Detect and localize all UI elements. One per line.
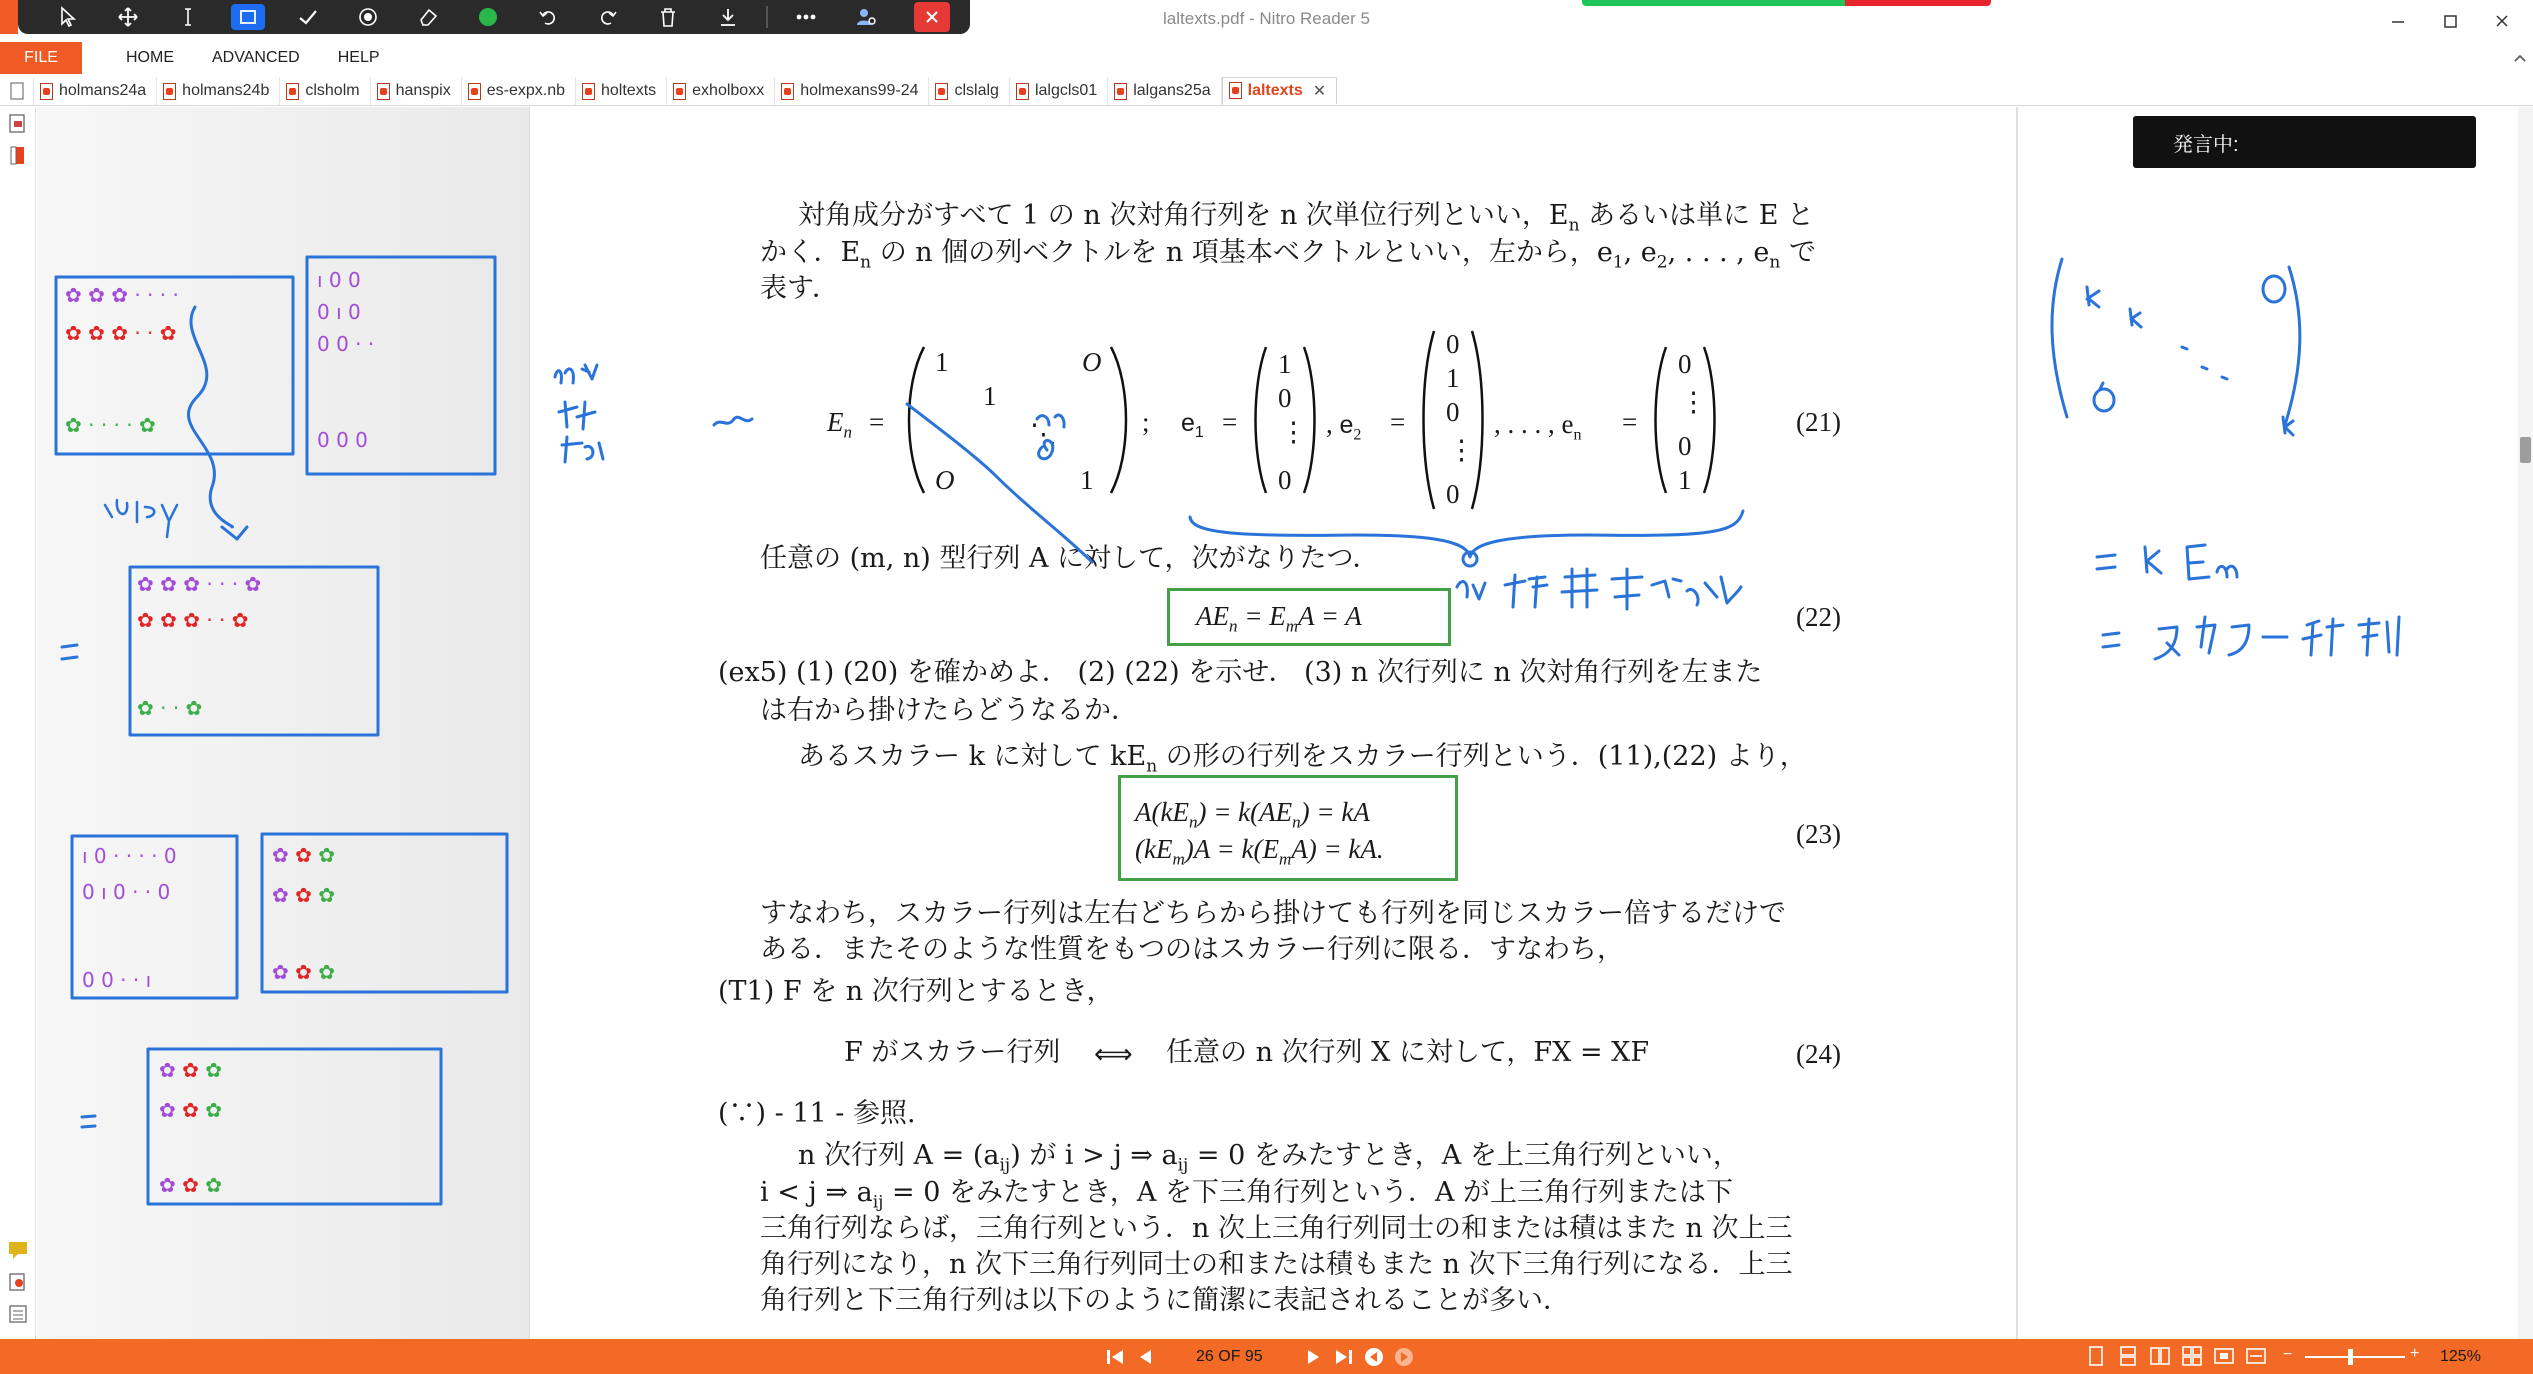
tab-holmans24a[interactable] (34, 77, 157, 105)
e2-entry: 1 (1446, 363, 1460, 393)
en-entry: 0 (1678, 431, 1692, 461)
first-page-icon (1105, 1348, 1125, 1366)
text: n 次行列 A = (a (798, 1140, 1000, 1171)
tab-label: holtexts (601, 82, 657, 99)
eraser-icon (417, 6, 439, 28)
tab-exholboxx[interactable] (667, 77, 775, 105)
matrix-right-paren (1105, 345, 1135, 495)
e2-label (1326, 409, 1361, 444)
text: , e (1623, 237, 1657, 268)
pdf-file-icon (1016, 83, 1029, 100)
pdf-file-icon (1229, 82, 1242, 99)
equation-number-24: (24) (1796, 1039, 1841, 1069)
svg-text:ı 0 0: ı 0 0 (317, 268, 361, 292)
text: = 0 をみたすとき，A を上三角行列といい， (1188, 1140, 1740, 1171)
subscript: n (1573, 426, 1582, 444)
text: ) = kA (1300, 797, 1370, 827)
paragraph-5-line-5: 角行列と下三角行列は以下のように簡潔に表記されることが多い． (760, 1285, 1570, 1316)
subscript: m (1172, 849, 1185, 869)
vector-left-paren (1650, 345, 1670, 495)
paragraph-3 (798, 743, 1807, 775)
svg-text:✿ · · · · ✿: ✿ · · · · ✿ (65, 413, 156, 437)
text: かく．E (760, 237, 861, 268)
svg-text:✿ ✿ ✿ · · ✿: ✿ ✿ ✿ · · ✿ (137, 608, 249, 632)
equation-number-21: (21) (1796, 407, 1841, 437)
paragraph-5-line-4: 角行列になり，n 次下三角行列同士の和または積もまた n 次下三角行列になる．上三 (760, 1249, 1793, 1280)
subscript: n (1229, 616, 1238, 636)
vector-left-paren (1250, 345, 1270, 495)
svg-text:✿ ✿ ✿ · · · ·: ✿ ✿ ✿ · · · · (65, 283, 179, 307)
subscript: n (860, 252, 872, 273)
minimize-button[interactable] (2370, 4, 2426, 38)
pdf-file-icon (377, 83, 390, 100)
eq24-right: 任意の n 次行列 X に対して，FX = XF (1166, 1037, 1650, 1068)
bookmarks-icon[interactable] (7, 145, 29, 167)
next-page-icon (1305, 1348, 1323, 1366)
matrix-left-paren (900, 345, 930, 495)
vector-right-paren (1700, 345, 1720, 495)
svg-text:✿ ✿ ✿ · · ✿: ✿ ✿ ✿ · · ✿ (65, 321, 177, 345)
last-page-icon (1334, 1348, 1354, 1366)
paragraph-1-line-2 (760, 239, 1816, 271)
chevron-up-icon (2513, 53, 2527, 63)
color-dot-icon (477, 6, 499, 28)
zoom-slider-knob[interactable] (2348, 1349, 2353, 1365)
pdf-file-icon (673, 83, 686, 100)
more-button[interactable] (776, 0, 836, 34)
en-entry: 1 (1678, 465, 1692, 495)
move-tool-button[interactable] (98, 0, 158, 34)
paragraph-5-line-2 (760, 1179, 1733, 1211)
svg-text:✿ ✿ ✿: ✿ ✿ ✿ (159, 1173, 223, 1197)
subscript: ij (999, 1155, 1011, 1176)
redo-icon (597, 6, 619, 28)
svg-text:0 ı 0: 0 ı 0 (317, 300, 361, 324)
rectangle-tool-button[interactable] (218, 0, 278, 34)
tab-holmexans99-24[interactable] (775, 77, 929, 105)
fit-width-icon[interactable] (2245, 1345, 2267, 1367)
back-icon (1363, 1346, 1385, 1368)
pdf-file-icon (468, 83, 481, 100)
document-tabs (0, 76, 2533, 106)
tab-holmans24b[interactable] (157, 77, 280, 105)
tab-label: laltexts (1247, 81, 1303, 99)
eq23-line-1 (1135, 797, 1370, 832)
text: A = A (1298, 601, 1362, 631)
pdf-file-icon (40, 83, 53, 100)
eq22 (1196, 601, 1362, 636)
tab-lalgans25a[interactable] (1108, 77, 1221, 105)
tab-label: hanspix (395, 82, 451, 99)
call-progress-green (1582, 0, 1845, 6)
eq24-iff: ⟺ (1094, 1039, 1133, 1069)
text: で (1780, 237, 1816, 268)
matrix-entry: ⋱ (1030, 419, 1057, 449)
tab-close-button[interactable]: ✕ (1312, 82, 1327, 100)
download-button[interactable] (698, 0, 758, 34)
e1-entry: 0 (1278, 383, 1292, 413)
text: あるスカラー k に対して kE (798, 741, 1147, 772)
move-icon (117, 6, 139, 28)
text: 対角成分がすべて 1 の n 次対角行列を n 次単位行列といい，E (798, 200, 1569, 231)
text: ) が i > j ⇒ a (1010, 1140, 1178, 1171)
toolbar-close-button[interactable] (914, 2, 950, 32)
en-equals: = (1622, 407, 1638, 437)
tab-label: exholboxx (692, 82, 765, 99)
tab-clsholm[interactable] (280, 77, 370, 105)
tab-label: lalgans25a (1133, 82, 1211, 99)
subscript: 2 (1353, 426, 1362, 444)
zoom-level[interactable]: 125% (2440, 1348, 2481, 1365)
download-icon (717, 6, 739, 28)
e2-entry: 0 (1446, 479, 1460, 509)
menu-bar (0, 42, 2533, 74)
right-margin-panel (2017, 107, 2518, 1339)
trash-icon (657, 6, 679, 28)
subscript: n (1146, 756, 1158, 777)
matrix-entry: O (935, 465, 955, 495)
svg-text:0 0 · · ı: 0 0 · · ı (82, 968, 152, 992)
svg-text:0 ı 0 · · 0: 0 ı 0 · · 0 (82, 880, 171, 904)
subscript: m (1278, 849, 1292, 869)
status-bar (0, 1339, 2533, 1374)
pdf-file-icon (163, 83, 176, 100)
text: の n 個の列ベクトルを n 項基本ベクトルといい，左から，e (871, 237, 1613, 268)
page-navigation (1100, 1339, 1419, 1374)
color-picker-button[interactable] (458, 0, 518, 34)
tab-label: holmexans99-24 (800, 82, 919, 99)
subscript: n (1568, 215, 1580, 236)
continuous-icon[interactable] (2117, 1345, 2139, 1367)
e1-entry: 0 (1278, 465, 1292, 495)
text: , . . . , e (1494, 409, 1574, 439)
eq23-line-2 (1135, 834, 1384, 869)
paragraph-2: 任意の (m, n) 型行列 A に対して，次がなりたつ． (760, 543, 1380, 574)
tab-label: clslalg (954, 82, 999, 99)
select-arrow-icon (57, 6, 79, 28)
target-icon (357, 6, 379, 28)
prev-page-button[interactable] (1130, 1339, 1160, 1374)
page-indicator[interactable]: 26 OF 95 (1196, 1347, 1263, 1365)
tab-es-expx[interactable] (462, 77, 576, 105)
e1-entry: ⋮ (1280, 417, 1307, 447)
check-icon (297, 6, 319, 28)
text: = E (1237, 601, 1286, 631)
paragraph-5-line-1 (798, 1142, 1740, 1174)
e1-entry: 1 (1278, 349, 1292, 379)
pdf-file-icon (286, 83, 299, 100)
undo-button[interactable] (518, 0, 578, 34)
text: AE (1196, 601, 1229, 631)
text: = 0 をみたすとき，A を下三角行列という．A が上三角行列または下 (883, 1177, 1734, 1208)
paragraph-4-line-1: すなわち，スカラー行列は左右どちらから掛けても行列を同じスカラー倍するだけで (760, 898, 1786, 929)
tab-label: es-expx.nb (486, 82, 565, 99)
redo-button[interactable] (578, 0, 638, 34)
subscript: 1 (1612, 252, 1624, 273)
svg-text:ı 0 · · · · 0: ı 0 · · · · 0 (82, 844, 177, 868)
eq21-En (827, 407, 852, 442)
en-label (1494, 409, 1581, 444)
tab-list-button[interactable] (0, 77, 34, 105)
layers-icon[interactable] (7, 1303, 29, 1325)
matrix-entry: 1 (983, 381, 997, 411)
close-icon (2494, 13, 2510, 29)
e2-entry: 0 (1446, 397, 1460, 427)
subscript: ij (1177, 1155, 1189, 1176)
matrix-entry: O (1082, 347, 1102, 377)
matrix-entry: 1 (1080, 465, 1094, 495)
text: E (827, 407, 844, 437)
tab-clslalg[interactable] (929, 77, 1009, 105)
text-cursor-icon (177, 6, 199, 28)
facing-continuous-icon[interactable] (2181, 1345, 2203, 1367)
window-close-button[interactable] (2474, 4, 2530, 38)
e2-entry: 0 (1446, 329, 1460, 359)
eq24-left: F がスカラー行列 (844, 1037, 1061, 1068)
scroll-thumb[interactable] (2520, 437, 2531, 463)
attachments-icon[interactable] (7, 1271, 29, 1293)
vertical-scrollbar[interactable] (2518, 107, 2533, 1339)
forward-button[interactable] (1389, 1339, 1419, 1374)
text: A) = kA. (1291, 834, 1384, 864)
equation-number-23: (23) (1796, 819, 1841, 849)
eraser-tool-button[interactable] (398, 0, 458, 34)
annotation-toolbar (18, 0, 970, 34)
minimize-icon (2390, 13, 2406, 29)
maximize-icon (2442, 13, 2458, 29)
target-tool-button[interactable] (338, 0, 398, 34)
exercise-5-line-2: は右から掛けたらどうなるか． (760, 695, 1138, 726)
svg-text:✿ ✿ ✿ · · · ✿: ✿ ✿ ✿ · · · ✿ (137, 572, 262, 596)
undo-icon (537, 6, 559, 28)
tab-label: holmans24a (59, 82, 147, 99)
equation-number-22: (22) (1796, 602, 1841, 632)
theorem-T1: (T1) F を n 次行列とするとき， (718, 976, 1114, 1007)
zoom-out-button[interactable]: − (2283, 1346, 2293, 1363)
text: e (1339, 411, 1354, 439)
subscript: 1 (1194, 424, 1204, 441)
left-margin-panel (37, 107, 529, 1339)
view-mode-buttons (2085, 1345, 2267, 1367)
zoom-in-button[interactable]: + (2410, 1345, 2420, 1362)
paragraph-1-line-1 (798, 202, 1814, 234)
speaking-indicator: 発言中: (2133, 116, 2476, 168)
proof-reference: (∵) - 11 - 参照. (718, 1098, 916, 1129)
fit-page-icon[interactable] (2213, 1345, 2235, 1367)
toolbar-divider (766, 6, 768, 28)
vector-left-paren (1418, 329, 1438, 511)
en-entry: ⋮ (1680, 387, 1707, 417)
text: , (1326, 409, 1333, 439)
zoom-slider[interactable] (2305, 1356, 2405, 1358)
text-tool-button[interactable] (158, 0, 218, 34)
text: )A = k(E (1184, 834, 1279, 864)
call-progress-red (1845, 0, 1991, 6)
vector-right-paren (1468, 329, 1488, 511)
subscript: n (843, 422, 852, 442)
paragraph-4-line-2: ある．またそのような性質をもつのはスカラー行列に限る．すなわち， (760, 934, 1624, 965)
text: ) = k(AE (1197, 797, 1293, 827)
e1-equals: = (1222, 407, 1238, 437)
menu-help[interactable]: HELP (337, 49, 380, 66)
pdf-file-icon (781, 83, 794, 100)
select-tool-button[interactable] (38, 0, 98, 34)
eq21-equals: = (869, 407, 885, 437)
matrix-entry: 1 (935, 347, 949, 377)
more-icon (794, 6, 818, 28)
window-title: laltexts.pdf - Nitro Reader 5 (1163, 9, 1370, 28)
tab-label: clsholm (305, 82, 360, 99)
e2-equals: = (1390, 407, 1406, 437)
tab-hanspix[interactable] (371, 77, 462, 105)
facing-icon[interactable] (2149, 1345, 2171, 1367)
user-settings-icon (855, 6, 877, 28)
tab-label: lalgcls01 (1034, 82, 1098, 99)
text: e (1181, 409, 1195, 437)
eq21-semicolon: ; (1142, 407, 1150, 437)
forward-icon (1393, 1346, 1415, 1368)
single-page-icon[interactable] (2085, 1345, 2107, 1367)
subscript: 2 (1656, 252, 1668, 273)
tab-holtexts[interactable] (576, 77, 667, 105)
delete-button[interactable] (638, 0, 698, 34)
pdf-file-icon (582, 83, 595, 100)
tab-label: holmans24b (182, 82, 270, 99)
text: , . . . , e (1667, 237, 1770, 268)
menu-advanced[interactable]: ADVANCED (212, 49, 300, 66)
subscript: m (1285, 616, 1298, 636)
text: あるいは単に E と (1579, 200, 1815, 231)
rectangle-icon (239, 9, 257, 25)
text: の形の行列をスカラー行列という．(11),(22) より， (1157, 741, 1807, 772)
paragraph-1-line-3: 表す． (760, 273, 839, 304)
prev-page-icon (1136, 1348, 1154, 1366)
menu-home[interactable]: HOME (126, 49, 174, 66)
app-logo (0, 0, 18, 34)
document-icon (10, 82, 24, 100)
subscript: n (1292, 812, 1301, 832)
menu-file[interactable]: FILE (0, 42, 82, 74)
next-page-button[interactable] (1299, 1339, 1329, 1374)
svg-text:0 0 0: 0 0 0 (317, 428, 368, 452)
svg-text:✿ ✿ ✿: ✿ ✿ ✿ (159, 1058, 223, 1082)
svg-text:✿ ✿ ✿: ✿ ✿ ✿ (272, 960, 336, 984)
svg-text:✿ ✿ ✿: ✿ ✿ ✿ (159, 1098, 223, 1122)
e2-entry: ⋮ (1448, 435, 1475, 465)
ribbon-collapse-button[interactable] (2513, 50, 2527, 68)
vector-right-paren (1300, 345, 1320, 495)
maximize-button[interactable] (2422, 4, 2478, 38)
pdf-file-icon (1114, 83, 1127, 100)
subscript: ij (872, 1192, 884, 1213)
pdf-file-icon (935, 83, 948, 100)
subscript: n (1769, 252, 1781, 273)
back-button[interactable] (1359, 1339, 1389, 1374)
en-entry: 0 (1678, 349, 1692, 379)
side-rail (0, 107, 36, 1339)
check-tool-button[interactable] (278, 0, 338, 34)
paragraph-5-line-3: 三角行列ならば，三角行列という．n 次上三角行列同士の和または積はまた n 次上三 (760, 1213, 1793, 1244)
subscript: n (1188, 812, 1198, 832)
user-settings-button[interactable] (836, 0, 896, 34)
tab-lalgcls01[interactable] (1010, 77, 1108, 105)
exercise-5-line-1: (ex5) (1) (20) を確かめよ． (2) (22) を示せ． (3) n 次行列に n 次対角行列を左また (718, 657, 1763, 688)
pages-icon[interactable] (7, 113, 29, 135)
svg-text:0 0 · ·: 0 0 · · (317, 332, 375, 356)
e1-label (1181, 409, 1204, 442)
tab-laltexts[interactable] (1222, 77, 1338, 105)
first-page-button[interactable] (1100, 1339, 1130, 1374)
svg-text:✿ · · ✿: ✿ · · ✿ (137, 696, 203, 720)
text: i < j ⇒ a (760, 1177, 873, 1208)
text: A(kE (1135, 797, 1189, 827)
svg-text:✿ ✿ ✿: ✿ ✿ ✿ (272, 883, 336, 907)
last-page-button[interactable] (1329, 1339, 1359, 1374)
svg-text:✿ ✿ ✿: ✿ ✿ ✿ (272, 843, 336, 867)
document-viewport[interactable] (37, 107, 2518, 1339)
pdf-page[interactable] (529, 107, 2017, 1339)
close-icon (924, 9, 940, 25)
comments-icon[interactable] (7, 1239, 29, 1261)
text: (kE (1135, 834, 1173, 864)
